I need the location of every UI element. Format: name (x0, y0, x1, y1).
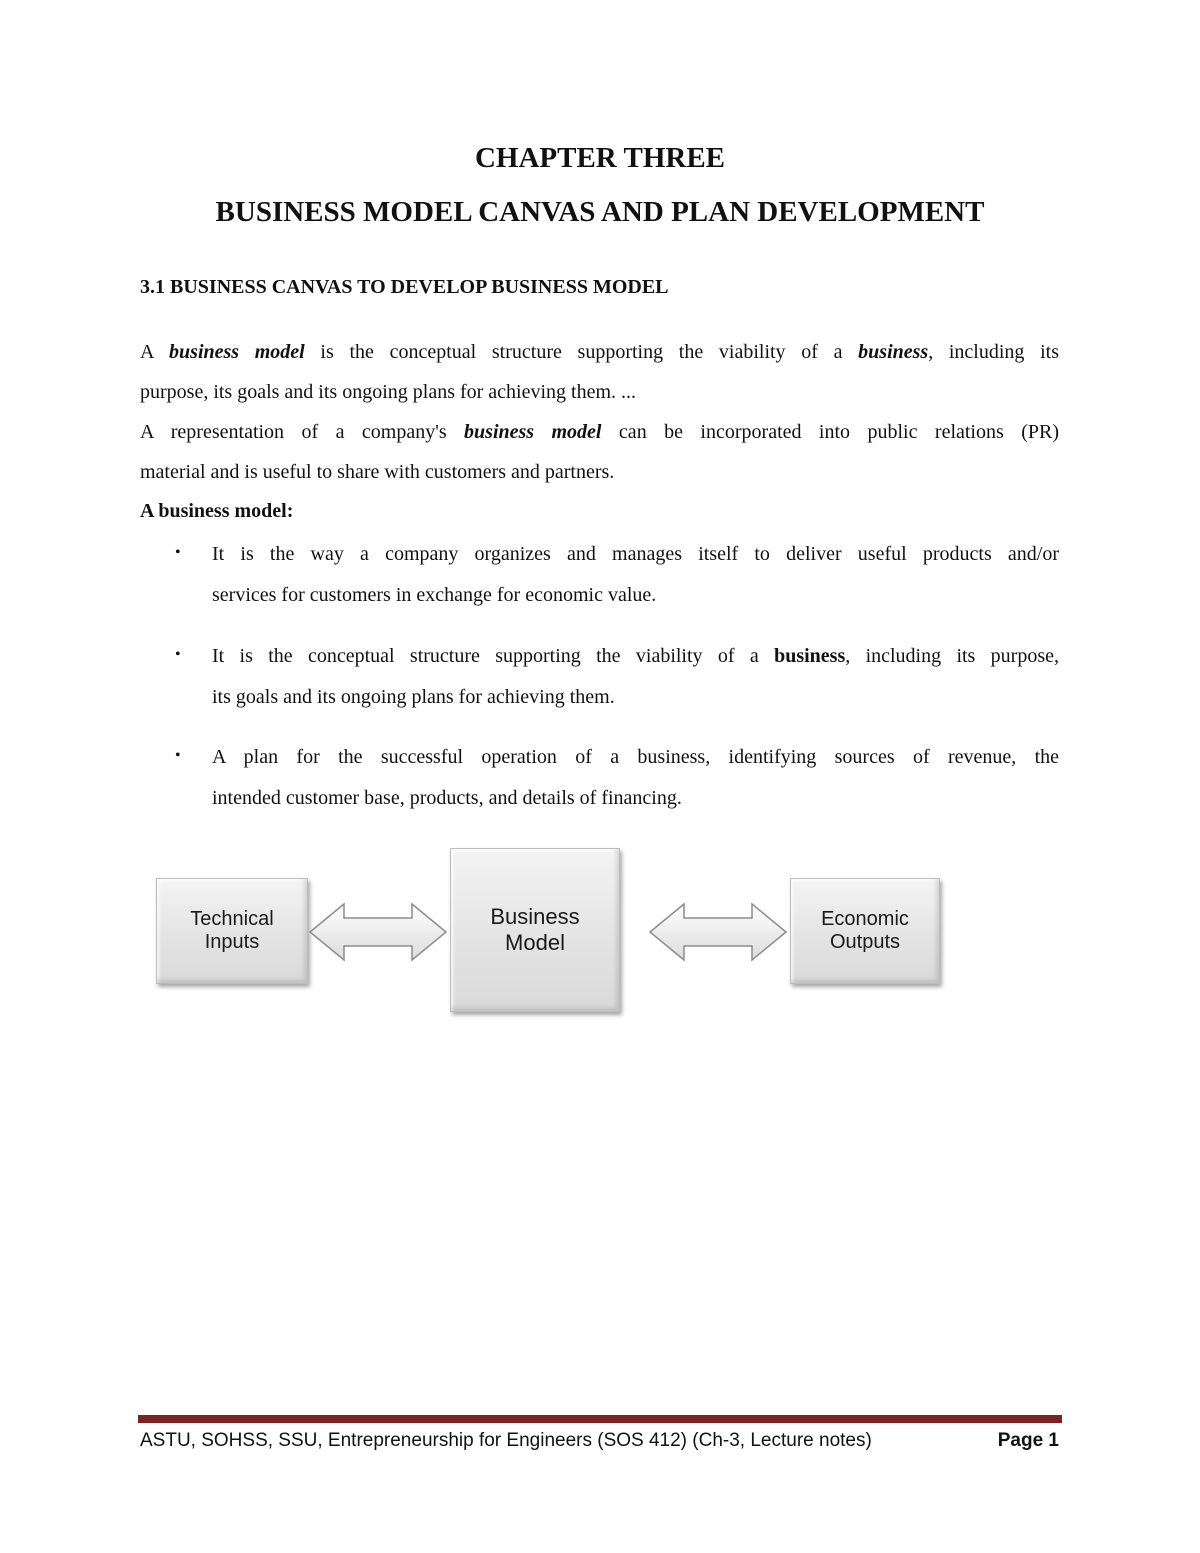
chapter-title: CHAPTER THREE (474, 142, 726, 174)
list-item-line: services for customers in exchange for economic value. (212, 584, 657, 606)
bullet-marker: • (175, 544, 181, 561)
list-item-line: A plan for the successful operation of a business, identifying sources of revenue, the (212, 746, 1059, 768)
paragraph-line: A representation of a company's business model can be incorporated into public relations (PR) (140, 421, 1059, 443)
business-model-diagram (150, 842, 950, 1018)
list-item-line: intended customer base, products, and details of financing. (212, 787, 682, 809)
list-item-line: It is the conceptual structure supporting the viability of a business, including its purpose, (212, 645, 1059, 667)
double-arrow-icon (308, 902, 448, 962)
business-model-box: Business Model (450, 848, 620, 1012)
emphasis-term: business model (464, 421, 602, 443)
section-heading: 3.1 BUSINESS CANVAS TO DEVELOP BUSINESS MODEL (140, 276, 669, 298)
footer-divider (138, 1415, 1062, 1423)
double-arrow-icon (648, 902, 788, 962)
emphasis-term: business (858, 341, 929, 363)
paragraph-line: A business model is the conceptual structure supporting the viability of a business, including its (140, 341, 1059, 363)
paragraph-line: material and is useful to share with customers and partners. (140, 461, 615, 483)
emphasis-term: business model (169, 341, 305, 363)
list-item (212, 737, 1059, 819)
list-item (212, 636, 1059, 718)
economic-outputs-box: Economic Outputs (790, 878, 940, 984)
paragraph-line: purpose, its goals and its ongoing plans for achieving them. ... (140, 381, 637, 403)
bullet-marker: • (175, 646, 181, 663)
technical-inputs-box: Technical Inputs (156, 878, 308, 984)
emphasis-term: business (774, 645, 846, 667)
bullet-marker: • (175, 747, 181, 764)
chapter-subtitle: BUSINESS MODEL CANVAS AND PLAN DEVELOPMENT (215, 196, 985, 228)
page-footer (140, 1430, 1059, 1452)
list-item-line: It is the way a company organizes and manages itself to deliver useful products and/or (212, 543, 1059, 565)
paragraph-representation (140, 412, 1059, 492)
paragraph-definition (140, 332, 1059, 412)
footer-text: ASTU, SOHSS, SSU, Entrepreneurship for Engineers (SOS 412) (Ch-3, Lecture notes) (140, 1430, 872, 1451)
page-number: Page 1 (997, 1430, 1059, 1451)
list-item (212, 534, 1059, 616)
list-heading: A business model: (140, 500, 294, 522)
list-item-line: its goals and its ongoing plans for achieving them. (212, 686, 615, 708)
